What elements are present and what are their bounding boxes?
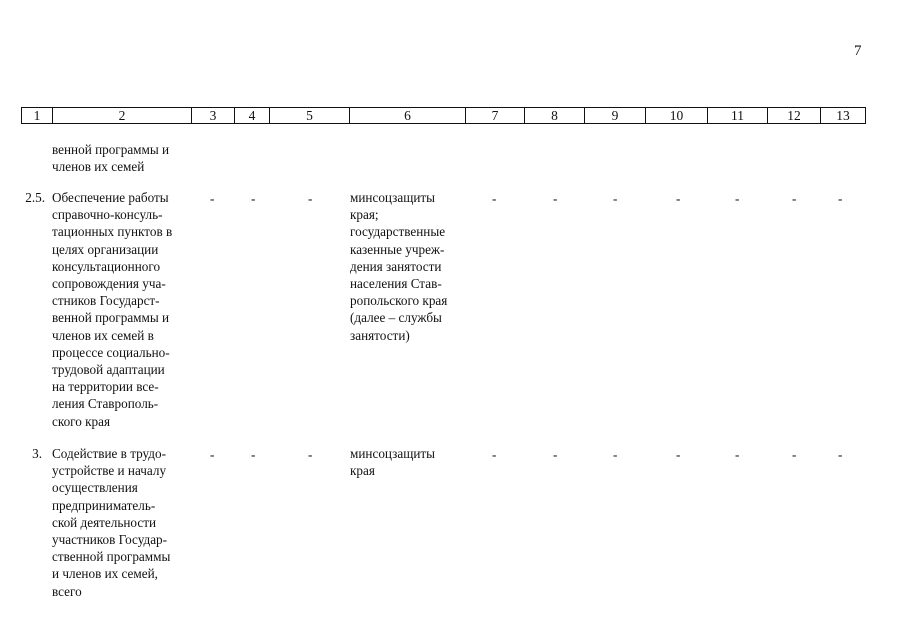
- row-number: 2.5.: [25, 190, 45, 205]
- cell-col13: -: [838, 447, 843, 462]
- row-responsible: минсоцзащиты края; государственные казенные учреж- дения занятости населения Став- ропольского края (далее – службы занятости): [350, 190, 448, 343]
- header-col-2: 2: [53, 108, 192, 123]
- cell-col12: -: [792, 447, 797, 462]
- header-col-8: 8: [525, 108, 585, 123]
- page-number: 7: [854, 43, 862, 59]
- cell-col8: -: [553, 447, 558, 462]
- header-col-1: 1: [22, 108, 53, 123]
- header-col-10: 10: [646, 108, 708, 123]
- row-number: 3.: [32, 446, 42, 461]
- cell-col7: -: [492, 191, 497, 206]
- row-description: Содействие в трудо- устройстве и началу осуществления предприниматель- ской деятельности участников Государ- ственной программы и членов их семей, всего: [52, 446, 171, 599]
- continuation-text: венной программы и членов их семей: [52, 142, 170, 175]
- header-col-5: 5: [270, 108, 350, 123]
- cell-col3: -: [210, 191, 215, 206]
- header-col-7: 7: [466, 108, 525, 123]
- cell-col5: -: [308, 447, 313, 462]
- header-col-12: 12: [768, 108, 821, 123]
- header-col-4: 4: [235, 108, 270, 123]
- header-col-11: 11: [708, 108, 768, 123]
- header-col-9: 9: [585, 108, 646, 123]
- cell-col12: -: [792, 191, 797, 206]
- cell-col11: -: [735, 191, 740, 206]
- table-header-row: [21, 107, 866, 124]
- cell-col8: -: [553, 191, 558, 206]
- cell-col3: -: [210, 447, 215, 462]
- cell-col9: -: [613, 447, 618, 462]
- cell-col4: -: [251, 191, 256, 206]
- cell-col13: -: [838, 191, 843, 206]
- cell-col7: -: [492, 447, 497, 462]
- cell-col11: -: [735, 447, 740, 462]
- header-col-3: 3: [192, 108, 235, 123]
- cell-col4: -: [251, 447, 256, 462]
- header-col-13: 13: [836, 108, 850, 123]
- header-col-6: 6: [350, 108, 466, 123]
- cell-col5: -: [308, 191, 313, 206]
- row-responsible: минсоцзащиты края: [350, 446, 436, 479]
- cell-col9: -: [613, 191, 618, 206]
- cell-col10: -: [676, 447, 681, 462]
- row-description: Обеспечение работы справочно-консуль- тационных пунктов в целях организации консультационного сопровождения уча- стников Государст- венной программы и членов их семей в процессе социально- трудовой адаптации на территории все- ления Ставрополь- ского края: [52, 190, 173, 429]
- cell-col10: -: [676, 191, 681, 206]
